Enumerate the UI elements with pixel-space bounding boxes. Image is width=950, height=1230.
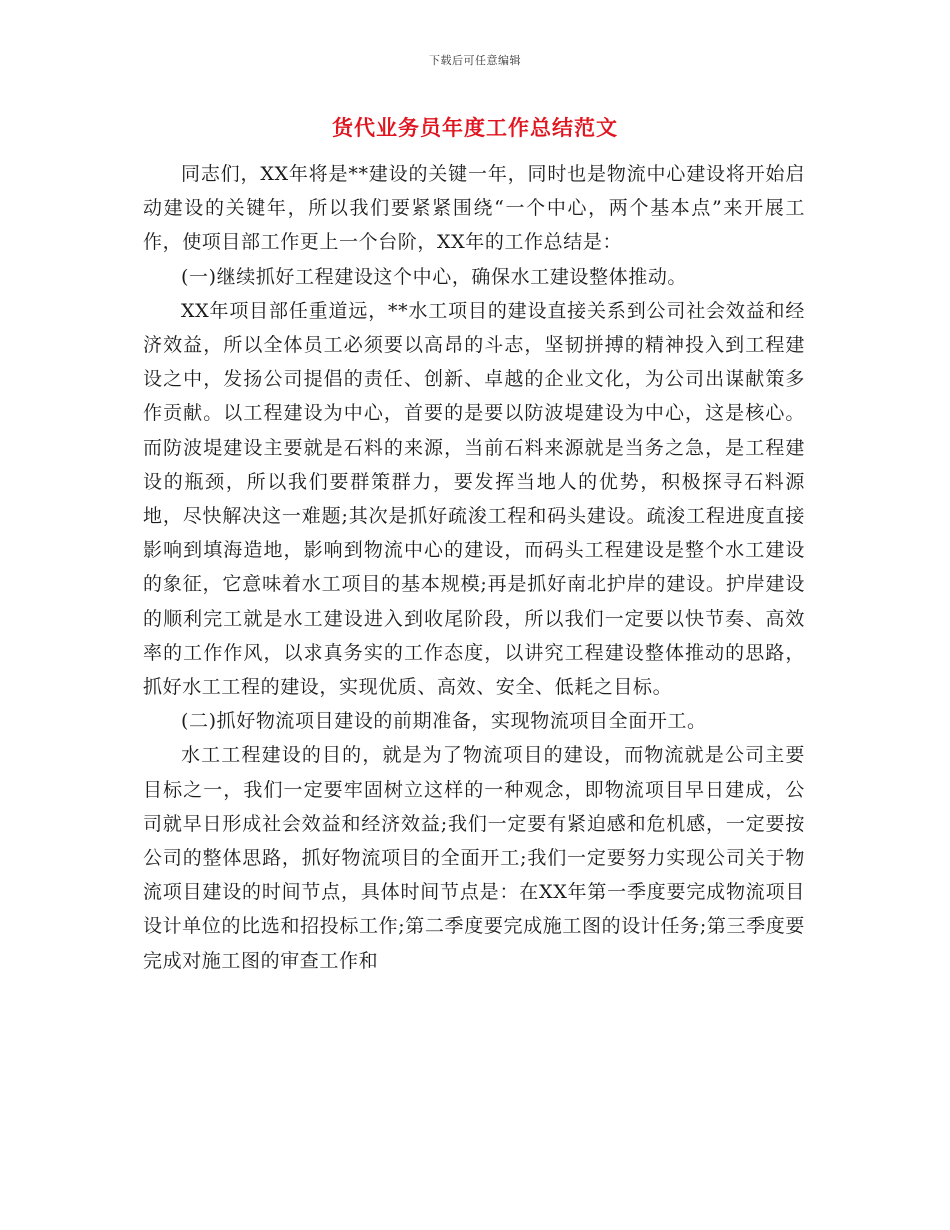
paragraph-section-1: XX年项目部任重道远，**水工项目的建设直接关系到公司社会效益和经济效益，所以全体员工必须要以高昂的斗志，坚韧拼搏的精神投入到工程建设之中，发扬公司提倡的责任、创新、卓越的企业文化，为公司出谋献策多作贡献。以工程建设为中心，首要的是要以防波堤建设为中心，这是核心。而防波堤建设主要就是石料的来源，当前石料来源就是当务之急，是工程建设的瓶颈，所以我们要群策群力，要发挥当地人的优势，积极探寻石料源地，尽快解决这一难题;其次是抓好疏浚工程和码头建设。疏浚工程进度直接影响到填海造地，影响到物流中心的建设，而码头工程建设是整个水工建设的象征，它意味着水工项目的基本规模;再是抓好南北护岸的建设。护岸建设的顺利完工就是水工建设进入到收尾阶段，所以我们一定要以快节奏、高效率的工作作风，以求真务实的工作态度，以讲究工程建设整体推动的思路，抓好水工工程的建设，实现优质、高效、安全、低耗之目标。 [143, 299, 805, 699]
paragraph-section-2: 水工工程建设的目的，就是为了物流项目的建设，而物流就是公司主要目标之一，我们一定要牢固树立这样的一种观念，即物流项目早日建成，公司就早日形成社会效益和经济效益;我们一定要有紧迫感和危机感，一定要按公司的整体思路，抓好物流项目的全面开工;我们一定要努力实现公司关于物流项目建设的时间节点，具体时间节点是：在XX年第一季度要完成物流项目设计单位的比选和招投标工作;第二季度要完成施工图的设计任务;第三季度要完成对施工图的审查工作和 [143, 744, 805, 972]
document-title: 货代业务员年度工作总结范文 [332, 115, 618, 140]
header-note: 下载后可任意编辑 [429, 54, 521, 67]
document-body [143, 157, 805, 978]
paragraph-intro: 同志们，XX年将是**建设的关键一年，同时也是物流中心建设将开始启动建设的关键年，所以我们要紧紧围绕“一个中心，两个基本点”来开展工作，使项目部工作更上一个台阶，XX年的工作总结是： [143, 163, 805, 254]
section-heading-1: (一)继续抓好工程建设这个中心，确保水工建设整体推动。 [181, 265, 688, 288]
section-heading-2: (二)抓好物流项目建设的前期准备，实现物流项目全面开工。 [181, 710, 707, 733]
